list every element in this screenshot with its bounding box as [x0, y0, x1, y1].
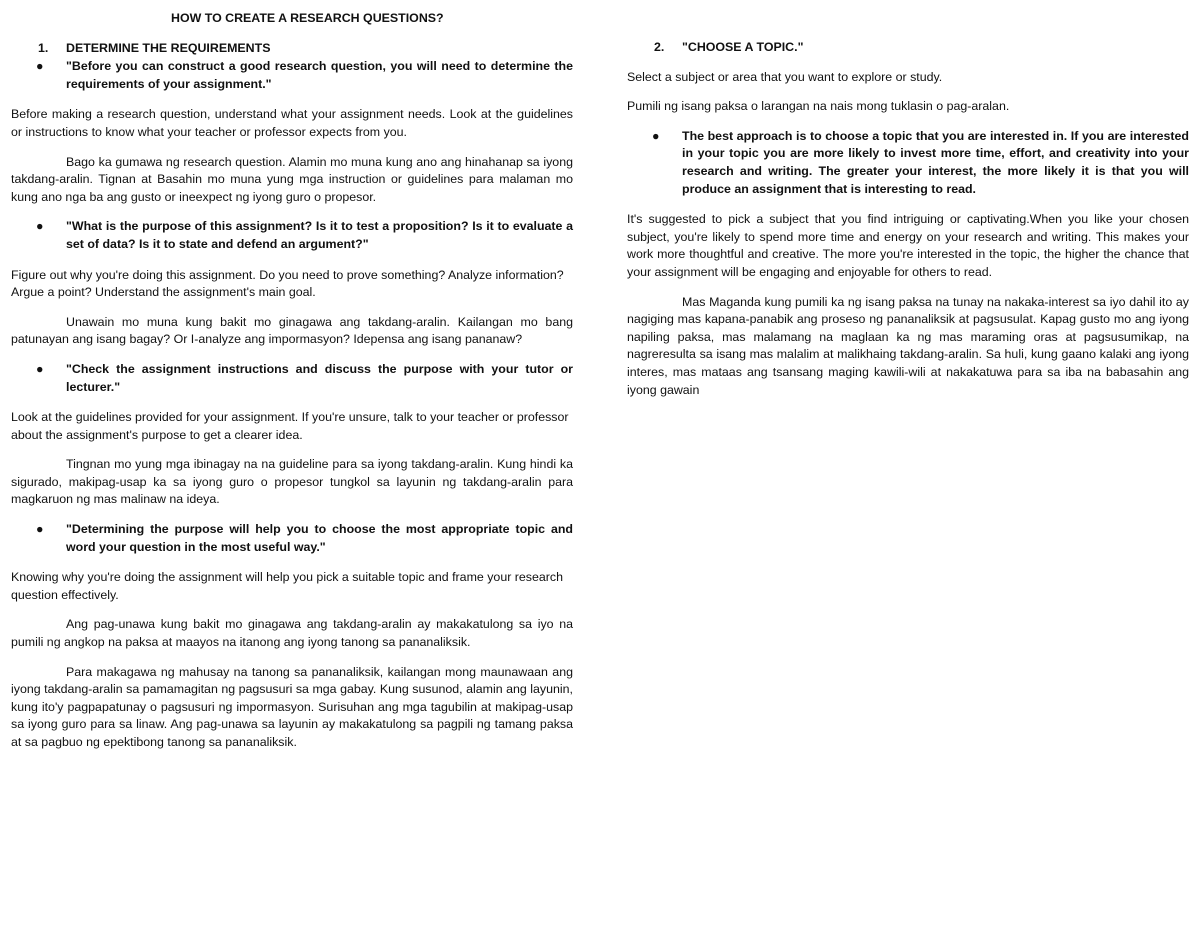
bullet-item — [11, 218, 573, 253]
section-number: 1. — [38, 40, 49, 55]
section-heading-2 — [627, 39, 1189, 57]
section-title: DETERMINE THE REQUIREMENTS — [66, 40, 271, 55]
bullet-item — [627, 128, 1189, 198]
paragraph: Look at the guidelines provided for your assignment. If you're unsure, talk to your teacher or professor about the assignment's purpose to get a clearer idea. — [11, 410, 569, 442]
bullet-icon: ● — [652, 128, 660, 143]
section-heading-1 — [11, 40, 573, 58]
paragraph: Tingnan mo yung mga ibinagay na na guideline para sa iyong takdang-aralin. Kung hindi ka sigurado, makipag-usap ka sa iyong guro o propesor tungkol sa layunin ng takdang-aralin para magkaruon ng mas malinaw na ideya. — [11, 457, 573, 507]
left-column — [11, 10, 573, 764]
bullet-text: "Before you can construct a good research question, you will need to determine the requirements of your assignment." — [66, 59, 573, 91]
bullet-item — [11, 361, 573, 396]
bullet-item — [11, 521, 573, 556]
bullet-icon: ● — [36, 59, 44, 74]
bullet-icon: ● — [36, 361, 44, 376]
paragraph: Mas Maganda kung pumili ka ng isang paksa na tunay na nakaka-interest sa iyo dahil ito ay nagiging mas kapana-panabik ang proseso ng pananaliksik at pagsusulat. Kapag gusto mo ang iyong napiling paksa, mas malamang na maglaan ka ng mas maraming oras at pagsusumikap, na nagreresulta sa isang mas malalim at malikhaing takdang-aralin. Sa huli, kung gaano kalaki ang iyong interes, mas mataas ang tsansang maging kawili-wili at nakakatuwa para sa iba na babasahin ang iyong gawain — [627, 294, 1189, 397]
paragraph: Unawain mo muna kung bakit mo ginagawa ang takdang-aralin. Kailangan mo bang patunayan ang isang bagay? Or I-analyze ang impormasyon? Idepensa ang isang pananaw? — [11, 314, 573, 347]
paragraph: Figure out why you're doing this assignment. Do you need to prove something? Analyze information? Argue a point? Understand the assignment's main goal. — [11, 267, 564, 300]
paragraph: Ang pag-unawa kung bakit mo ginagawa ang takdang-aralin ay makakatulong sa iyo na pumili ng angkop na paksa at maayos na itanong ang iyong tanong sa pananaliksik. — [11, 617, 573, 650]
bullet-item — [11, 58, 573, 93]
section-title: "CHOOSE A TOPIC." — [682, 40, 804, 54]
paragraph: Before making a research question, understand what your assignment needs. Look at the guidelines or instructions to know what your teacher or professor expects from you. — [11, 107, 573, 139]
bullet-text: "Check the assignment instructions and discuss the purpose with your tutor or lecturer." — [66, 361, 573, 394]
paragraph: Bago ka gumawa ng research question. Alamin mo muna kung ano ang hinahanap sa iyong takdang-aralin. Tignan at Basahin mo muna yung mga instruction or guidelines para malaman mo kung ano nga ba ang gusto or ineexpect ng iyong guro o propesor. — [11, 154, 573, 204]
bullet-icon: ● — [36, 522, 44, 537]
bullet-text: "What is the purpose of this assignment? Is it to test a proposition? Is it to evaluate a set of data? Is it to state and defend an argument?" — [66, 219, 573, 251]
paragraph: Knowing why you're doing the assignment will help you pick a suitable topic and frame your research question effectively. — [11, 570, 563, 602]
paragraph: Pumili ng isang paksa o larangan na nais mong tuklasin o pag-aralan. — [627, 99, 1010, 114]
paragraph: Select a subject or area that you want to explore or study. — [627, 69, 943, 84]
paragraph: Para makagawa ng mahusay na tanong sa pananaliksik, kailangan mong maunawaan ang iyong takdang-aralin sa pamamagitan ng pagsusuri sa mga gabay. Kung susunod, alamin ang layunin, kung ito'y pagpapatunay o pagsusuri ng impormasyon. Surisuhan ang mga tagubilin at makipag-usap sa iyong guro para sa linaw. Ang pag-unawa sa layunin ay makakatulong sa pagpili ng tamang paksa at sa pagbuo ng epektibong tanong sa pananaliksik. — [11, 664, 573, 749]
bullet-text: The best approach is to choose a topic that you are interested in. If you are interested in your topic you are more likely to invest more time, effort, and creativity into your research and writing. The greater your interest, the more likely it is that you will produce an assignment that is interesting to read. — [682, 128, 1189, 196]
paragraph: It's suggested to pick a subject that you find intriguing or captivating.When you like your chosen subject, you're likely to spend more time and energy on your research and writing. This makes your work more thoughtful and creative. The more you're interested in the topic, the higher the chance that your assignment will be engaging and enjoyable for others to read. — [627, 212, 1189, 279]
section-number: 2. — [654, 40, 665, 54]
page-title: HOW TO CREATE A RESEARCH QUESTIONS? — [171, 11, 444, 25]
right-column — [627, 10, 1189, 411]
bullet-icon: ● — [36, 219, 44, 234]
bullet-text: "Determining the purpose will help you to choose the most appropriate topic and word your question in the most useful way." — [66, 522, 573, 554]
